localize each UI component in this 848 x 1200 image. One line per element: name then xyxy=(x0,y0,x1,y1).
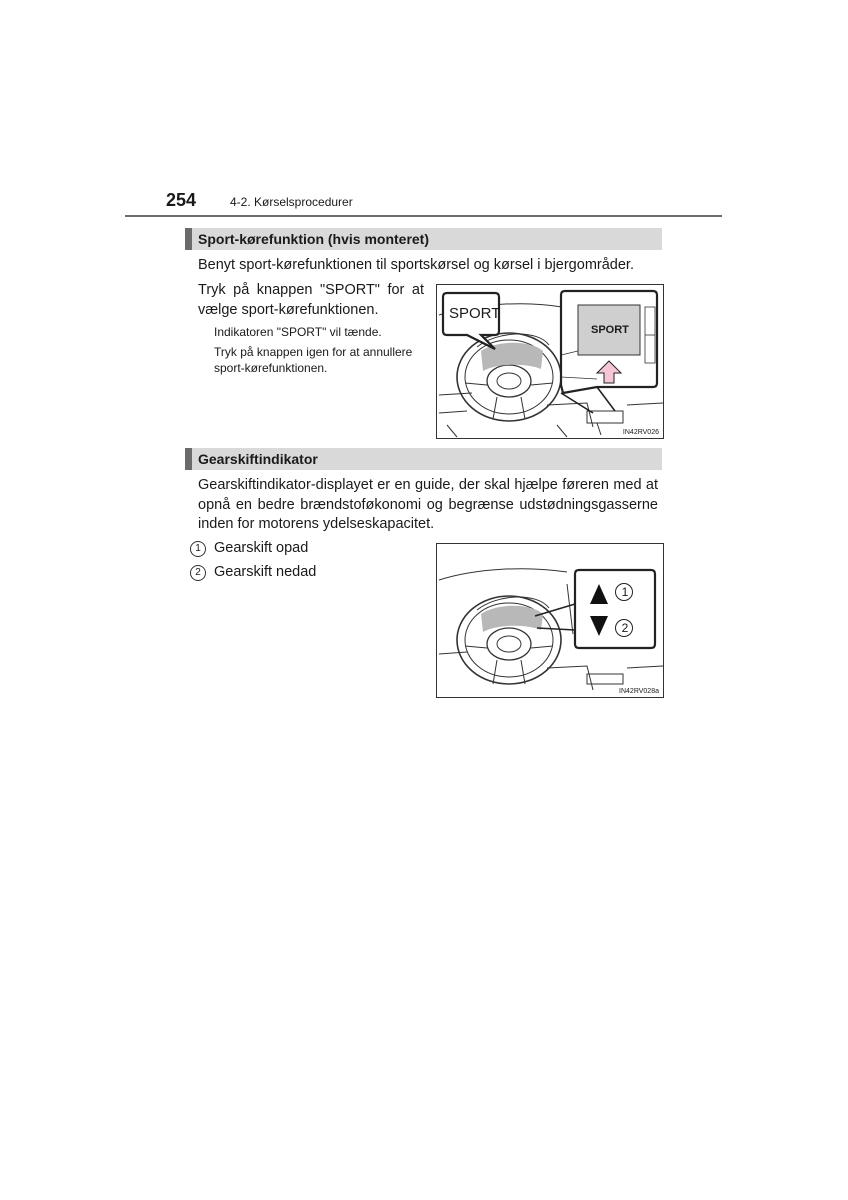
sport-note-indicator: Indikatoren "SPORT" vil tænde. xyxy=(214,325,382,339)
sport-button-figure xyxy=(436,284,664,439)
sport-note-cancel: Tryk på knappen igen for at annullere sport-kørefunktionen. xyxy=(214,345,413,375)
number-badge: 2 xyxy=(190,565,206,581)
callout-number-2: 2 xyxy=(621,621,629,635)
list-item-label: Gearskift opad xyxy=(214,540,309,556)
gear-indicator-figure xyxy=(436,543,664,698)
sport-intro: Benyt sport-kørefunktionen til sportskørsel og kørsel i bjergområder. xyxy=(198,257,634,273)
figure-code: IN42RV026 xyxy=(622,429,659,436)
section-heading-gear: Gearskiftindikator xyxy=(185,448,662,470)
header-rule xyxy=(125,215,722,217)
sport-instruction: Tryk på knappen "SPORT" for at vælge sport-kørefunktionen. xyxy=(198,282,424,318)
sport-button-label: SPORT xyxy=(591,324,629,336)
list-item-downshift xyxy=(190,563,316,582)
number-badge: 1 xyxy=(190,541,206,557)
list-item-upshift xyxy=(190,539,308,558)
figure-code: IN42RV028a xyxy=(619,688,659,695)
chapter-title: 4-2. Kørselsprocedurer xyxy=(230,195,353,209)
sport-callout-text: SPORT xyxy=(449,305,501,322)
callout-number-1: 1 xyxy=(621,585,629,599)
section-heading-sport: Sport-kørefunktion (hvis monteret) xyxy=(185,228,662,250)
sport-button-zoom xyxy=(561,291,657,413)
page-number: 254 xyxy=(166,190,197,210)
list-item-label: Gearskift nedad xyxy=(214,564,317,580)
gear-body: Gearskiftindikator-displayet er en guide, der skal hjælpe føreren med at opnå en bedre brændstoføkonomi og begrænse udstødningsgasserne inden for motorens ydelseskapacitet. xyxy=(198,477,658,532)
